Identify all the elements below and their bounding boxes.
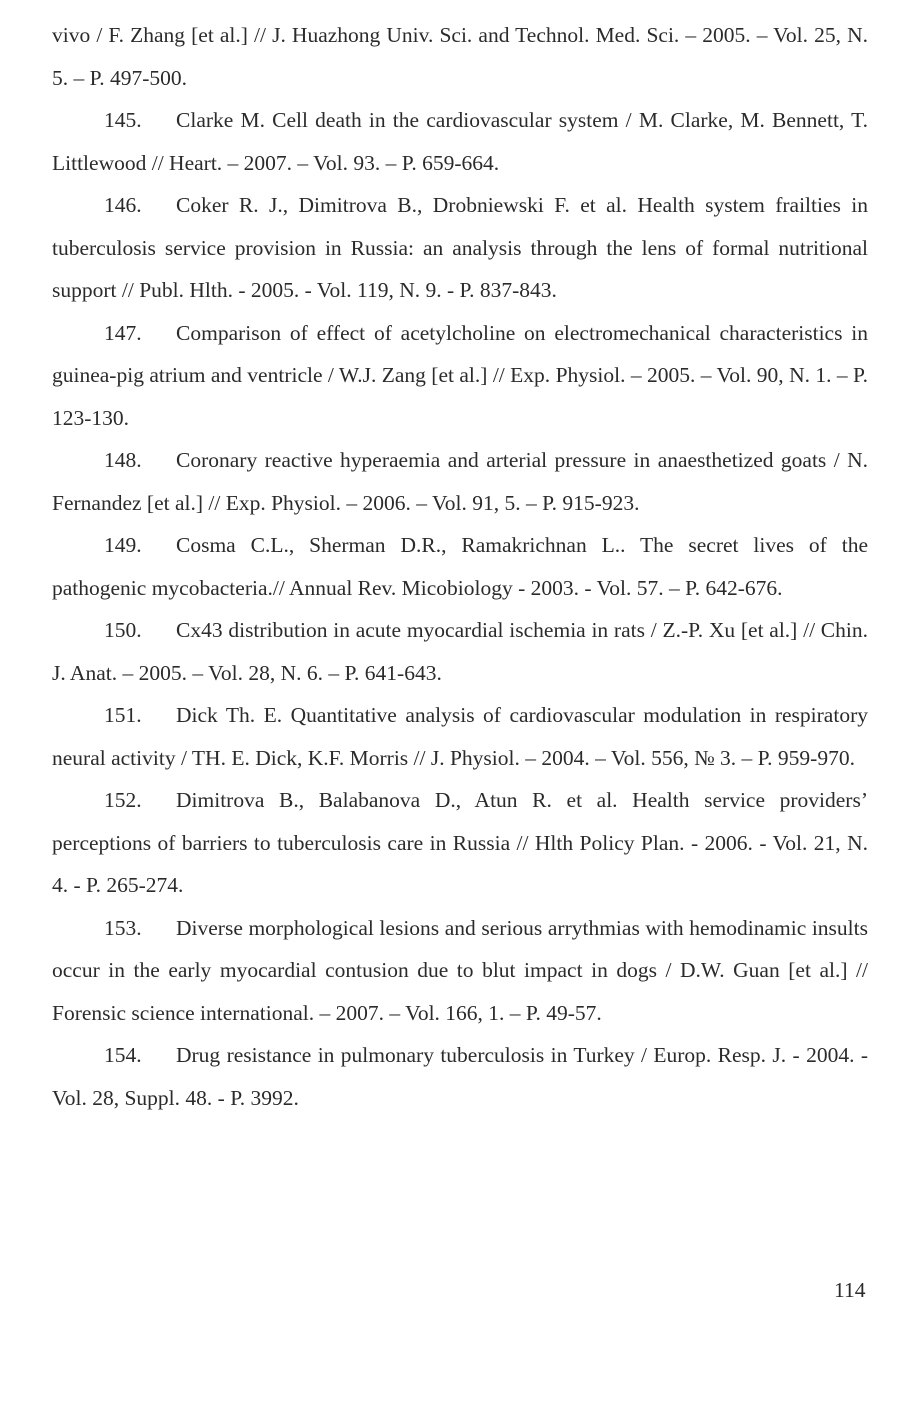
reference-entry-148	[52, 439, 868, 524]
reference-number: 152.	[104, 788, 142, 812]
reference-entry-146	[52, 184, 868, 312]
reference-number: 147.	[104, 320, 142, 345]
reference-text: Clarke M. Cell death in the cardiovascular system / M. Clarke, M. Bennett, T. Littlewood // Heart. – 2007. – Vol. 93. – P. 659-664.	[52, 108, 868, 175]
reference-text: Coker R. J., Dimitrova B., Drobniewski F. et al. Health system frailties in tuberculosis service provision in Russia: an analysis through the lens of formal nutritional support // Publ. Hlth. - 2005. - Vol. 119, N. 9. - P. 837-843.	[52, 193, 868, 302]
reference-text: Cx43 distribution in acute myocardial ischemia in rats / Z.-P. Xu [et al.] // Chin. J. Anat. – 2005. – Vol. 28, N. 6. – P. 641-643.	[52, 618, 868, 685]
reference-text: Cosma C.L., Sherman D.R., Ramakrichnan L.. The secret lives of the pathogenic mycobacteria.// Annual Rev. Micobiology - 2003. - Vol. 57. – P. 642-676.	[52, 533, 868, 600]
reference-entry-151	[52, 694, 868, 779]
reference-text: Comparison of effect of acetylcholine on electromechanical characteristics in guinea-pig atrium and ventricle / W.J. Zang [et al.] // Exp. Physiol. – 2005. – Vol. 90, N. 1. – P. 123-130.	[52, 320, 868, 430]
reference-number: 146.	[104, 193, 142, 217]
reference-entry-152	[52, 779, 868, 907]
reference-entry-145	[52, 99, 868, 184]
reference-entry-147	[52, 312, 868, 440]
reference-number: 153.	[104, 915, 142, 940]
page-number: 114	[834, 1278, 866, 1302]
reference-continuation: vivo / F. Zhang [et al.] // J. Huazhong Univ. Sci. and Technol. Med. Sci. – 2005. – Vol. 25, N. 5. – P. 497-500.	[52, 23, 868, 90]
reference-number: 154.	[104, 1043, 142, 1067]
reference-number: 145.	[104, 108, 142, 132]
reference-entry-154	[52, 1034, 868, 1119]
reference-text: Drug resistance in pulmonary tuberculosis in Turkey / Europ. Resp. J. - 2004. - Vol. 28, Suppl. 48. - P. 3992.	[52, 1043, 868, 1110]
reference-number: 150.	[104, 618, 142, 642]
reference-entry-150	[52, 609, 868, 694]
reference-text: Diverse morphological lesions and serious arrythmias with hemodinamic insults occur in the early myocardial contusion due to blut impact in dogs / D.W. Guan [et al.] // Forensic science international. – 2007. – Vol. 166, 1. – P. 49-57.	[52, 915, 868, 1025]
reference-text: Dimitrova B., Balabanova D., Atun R. et al. Health service providers’ perceptions of barriers to tuberculosis care in Russia // Hlth Policy Plan. - 2006. - Vol. 21, N. 4. - P. 265-274.	[52, 788, 868, 897]
reference-entry-149	[52, 524, 868, 609]
reference-number: 148.	[104, 448, 142, 472]
reference-list	[52, 14, 868, 1119]
reference-number: 149.	[104, 533, 142, 557]
reference-entry-153	[52, 907, 868, 1035]
reference-text: Dick Th. E. Quantitative analysis of cardiovascular modulation in respiratory neural activity / TH. E. Dick, K.F. Morris // J. Physiol. – 2004. – Vol. 556, № 3. – P. 959-970.	[52, 703, 868, 770]
reference-text: Coronary reactive hyperaemia and arterial pressure in anaesthetized goats / N. Fernandez [et al.] // Exp. Physiol. – 2006. – Vol. 91, 5. – P. 915-923.	[52, 448, 868, 515]
reference-number: 151.	[104, 703, 142, 727]
